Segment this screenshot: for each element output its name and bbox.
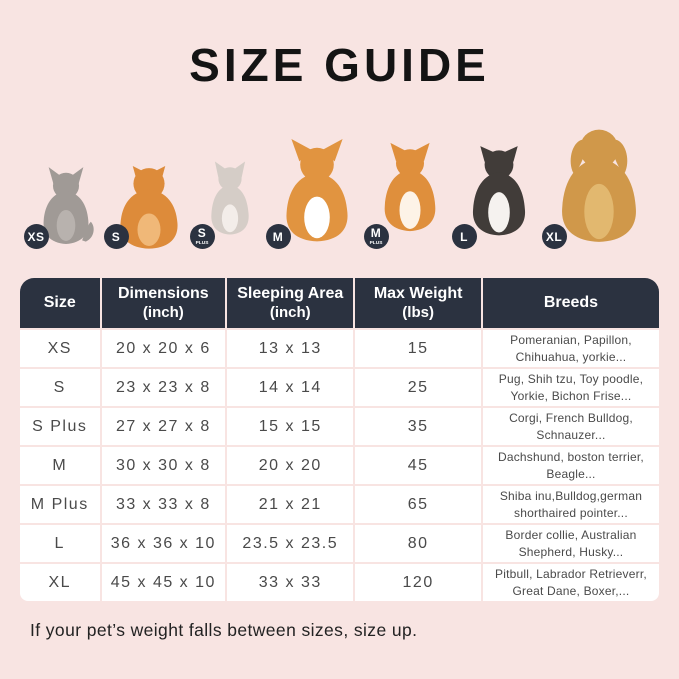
size-badge-sublabel: PLUS <box>369 240 383 246</box>
page-title: SIZE GUIDE <box>189 39 490 91</box>
size-badge-xs <box>24 224 49 249</box>
header-cell-size <box>20 278 100 328</box>
header-label: Dimensions <box>117 285 209 303</box>
cell-max-weight: 25 <box>355 369 481 406</box>
size-badge-xl <box>542 224 567 249</box>
table-row-s <box>20 369 659 406</box>
cell-sleeping-area: 33 x 33 <box>227 564 353 601</box>
animal-figure-xs <box>27 160 97 250</box>
cell-size: M <box>20 447 100 484</box>
size-badge-label: XS <box>27 229 45 244</box>
header-cell-max-weight <box>355 278 481 328</box>
size-badge-s-plus <box>190 224 215 249</box>
pet-size-illustrations <box>20 102 660 250</box>
header-cell-sleeping-area <box>227 278 353 328</box>
table-row-m-plus <box>20 486 659 523</box>
cell-sleeping-area: 21 x 21 <box>227 486 353 523</box>
size-badge-sublabel: PLUS <box>195 240 209 246</box>
cell-dimensions: 45 x 45 x 10 <box>102 564 226 601</box>
table-row-xl <box>20 564 659 601</box>
cell-size: L <box>20 525 100 562</box>
size-badge-label: S <box>197 226 207 240</box>
cell-dimensions: 23 x 23 x 8 <box>102 369 226 406</box>
cell-breeds: Pomeranian, Papillon, Chihuahua, yorkie... <box>483 330 659 367</box>
header-sublabel: (inch) <box>269 303 311 321</box>
header-label: Breeds <box>543 294 599 312</box>
size-badge-label: M <box>272 229 284 244</box>
sizing-note: If your pet’s weight falls between sizes, size up. <box>30 620 418 640</box>
cell-breeds: Dachshund, boston terrier, Beagle... <box>483 447 659 484</box>
cell-sleeping-area: 13 x 13 <box>227 330 353 367</box>
cell-size: XS <box>20 330 100 367</box>
cell-max-weight: 120 <box>355 564 481 601</box>
cell-dimensions: 33 x 33 x 8 <box>102 486 226 523</box>
animal-figure-m-plus <box>369 124 445 250</box>
cell-dimensions: 30 x 30 x 8 <box>102 447 226 484</box>
golden-retriever-dog-icon <box>553 116 645 250</box>
cell-max-weight: 80 <box>355 525 481 562</box>
size-badge-m-plus <box>364 224 389 249</box>
cell-sleeping-area: 14 x 14 <box>227 369 353 406</box>
cell-dimensions: 36 x 36 x 10 <box>102 525 226 562</box>
size-badge-label: XL <box>545 229 563 244</box>
cell-breeds: Pitbull, Labrador Retrieverr, Great Dane, Boxer,... <box>483 564 659 601</box>
cell-sleeping-area: 15 x 15 <box>227 408 353 445</box>
cell-size: XL <box>20 564 100 601</box>
header-sublabel: (lbs) <box>402 303 434 321</box>
animal-figure-s <box>111 162 183 250</box>
animal-figure-l <box>460 130 535 250</box>
header-label: Max Weight <box>373 285 463 303</box>
animal-figure-xl <box>545 116 645 250</box>
table-header-row <box>20 278 659 328</box>
cell-breeds: Border collie, Australian Shepherd, Husky... <box>483 525 659 562</box>
cell-breeds: Pug, Shih tzu, Toy poodle, Yorkie, Bichon Frise... <box>483 369 659 406</box>
header-cell-breeds <box>483 278 659 328</box>
size-badge-label: L <box>460 229 468 244</box>
cell-breeds: Shiba inu,Bulldog,german shorthaired pointer... <box>483 486 659 523</box>
cell-dimensions: 20 x 20 x 6 <box>102 330 226 367</box>
size-badge-label: S <box>111 229 121 244</box>
cell-size: S <box>20 369 100 406</box>
cell-max-weight: 35 <box>355 408 481 445</box>
cell-sleeping-area: 23.5 x 23.5 <box>227 525 353 562</box>
size-guide-table <box>18 276 661 603</box>
cell-breeds: Corgi, French Bulldog, Schnauzer... <box>483 408 659 445</box>
table-row-xs <box>20 330 659 367</box>
cell-size: S Plus <box>20 408 100 445</box>
header-label: Size <box>43 294 76 312</box>
header-label: Sleeping Area <box>237 285 344 303</box>
size-badge-m <box>266 224 291 249</box>
cell-max-weight: 45 <box>355 447 481 484</box>
cell-dimensions: 27 x 27 x 8 <box>102 408 226 445</box>
size-badge-l <box>452 224 477 249</box>
header-cell-dimensions <box>102 278 226 328</box>
table-row-m <box>20 447 659 484</box>
cell-sleeping-area: 20 x 20 <box>227 447 353 484</box>
table-row-l <box>20 525 659 562</box>
animal-figure-m <box>272 132 357 250</box>
header-sublabel: (inch) <box>142 303 184 321</box>
size-badge-label: M <box>370 226 382 240</box>
size-badge-s <box>104 224 129 249</box>
cell-size: M Plus <box>20 486 100 523</box>
animal-figure-s-plus <box>195 146 259 250</box>
cell-max-weight: 65 <box>355 486 481 523</box>
cell-max-weight: 15 <box>355 330 481 367</box>
table-row-s-plus <box>20 408 659 445</box>
